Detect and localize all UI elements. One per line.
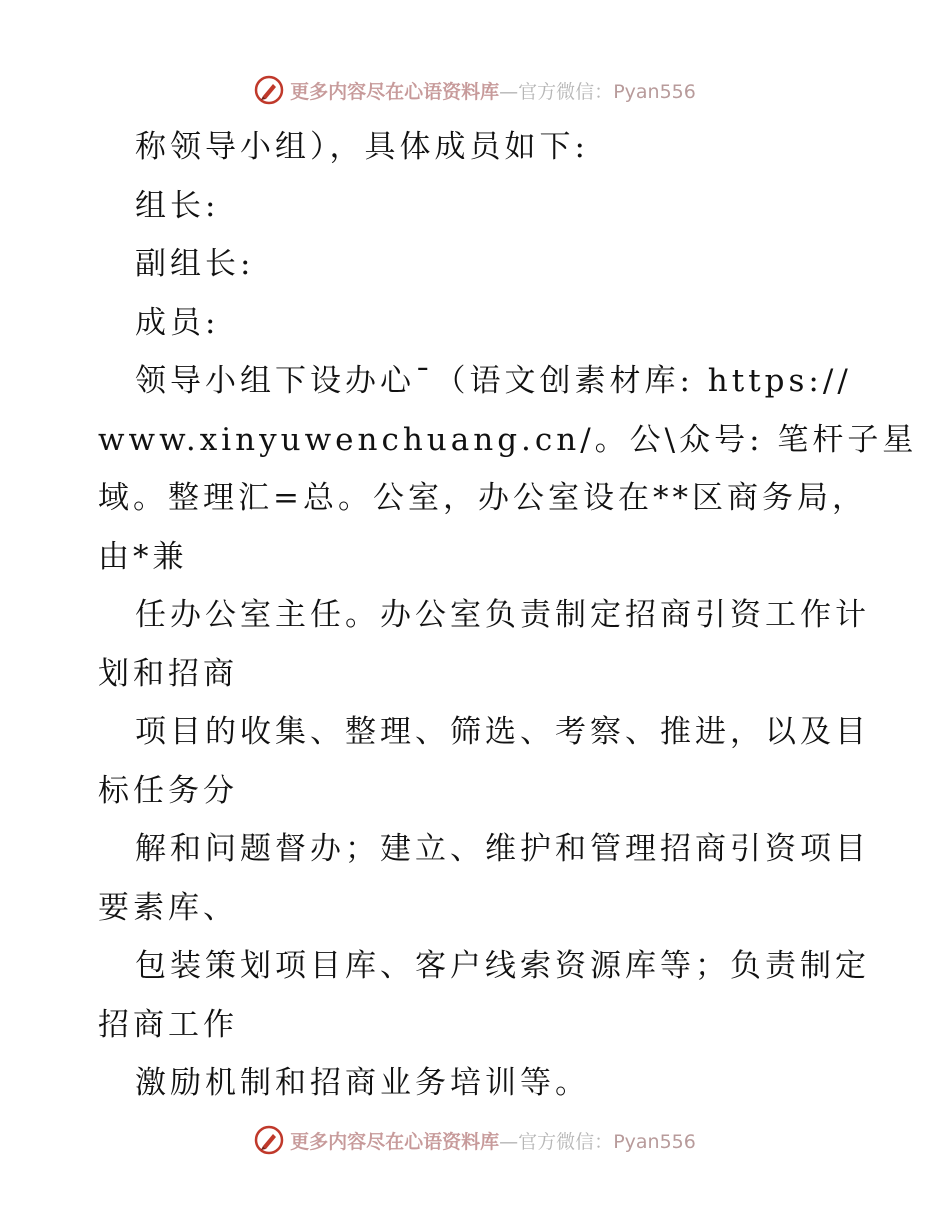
body-line: 副组长: (135, 246, 255, 282)
footer-banner (0, 1120, 950, 1160)
body-line: 解和问题督办；建立、维护和管理招商引资项目 (135, 831, 870, 867)
body-line: 激励机制和招商业务培训等。 (135, 1065, 590, 1101)
body-line: 组长: (135, 187, 220, 224)
document-body (98, 118, 918, 1113)
body-line: 任办公室主任。办公室负责制定招商引资工作计 (135, 597, 870, 633)
body-line: 领导小组下设办心¯（语文创素材库: https:// (135, 363, 852, 399)
body-line: 包装策划项目库、客户线索资源库等；负责制定 (135, 948, 870, 984)
body-line: 招商工作 (98, 1006, 238, 1043)
footer-banner-separator: —官方微信： (499, 1130, 614, 1153)
body-line: www.xinyuwenchuang.cn/。公\众号: 笔杆子星 (98, 421, 918, 458)
body-line: 域。整理汇=总。公室，办公室设在**区商务局， (98, 480, 867, 516)
body-line: 成员: (135, 304, 220, 341)
pen-logo-icon (254, 75, 284, 105)
body-line: 划和招商 (98, 655, 238, 692)
footer-banner-text (290, 1127, 696, 1154)
body-line: 要素库、 (98, 889, 238, 926)
header-banner-wechat: Pyan556 (613, 80, 696, 103)
footer-banner-title: 更多内容尽在心语资料库 (290, 1130, 500, 1153)
header-banner-title: 更多内容尽在心语资料库 (290, 80, 500, 103)
header-banner (0, 70, 950, 110)
body-line: 项目的收集、整理、筛选、考察、推进，以及目 (135, 714, 870, 750)
footer-banner-wechat: Pyan556 (613, 1130, 696, 1153)
header-banner-separator: —官方微信： (499, 80, 614, 103)
header-banner-text (290, 77, 696, 104)
body-line: 称领导小组），具体成员如下: (135, 129, 589, 165)
body-line: 由*兼 (98, 538, 188, 575)
pen-logo-icon (254, 1125, 284, 1155)
body-line: 标任务分 (98, 772, 238, 809)
